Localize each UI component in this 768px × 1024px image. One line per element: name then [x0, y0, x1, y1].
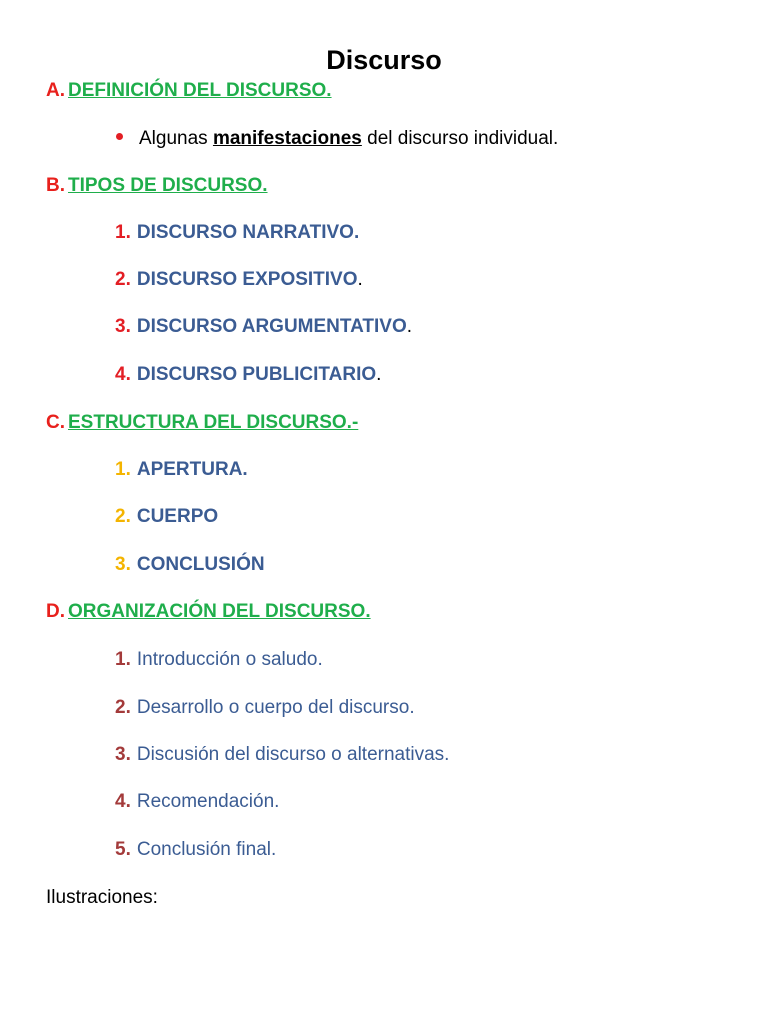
section-letter: A. — [46, 80, 65, 101]
item-text: DISCURSO NARRATIVO. — [136, 222, 360, 243]
item-punct: . — [406, 316, 413, 337]
list-item — [115, 506, 218, 528]
item-number: 3. — [115, 316, 131, 337]
item-text: Conclusión final. — [136, 839, 277, 860]
item-text: Discusión del discurso o alternativas. — [136, 744, 450, 765]
item-number: 1. — [115, 459, 131, 480]
section-letter: B. — [46, 175, 65, 196]
section-heading: TIPOS DE DISCURSO. — [68, 175, 268, 196]
footer-label: Ilustraciones: — [46, 887, 158, 908]
list-item — [115, 554, 265, 576]
list-item — [115, 839, 276, 861]
item-punct: . — [357, 269, 363, 290]
item-text: Recomendación. — [136, 791, 280, 812]
bullet-emphasis: manifestaciones — [212, 128, 362, 149]
list-item — [115, 697, 415, 719]
bullet-item — [116, 128, 558, 150]
item-number: 1. — [115, 649, 131, 670]
bullet-text-after: del discurso individual. — [361, 128, 559, 149]
list-item — [115, 222, 359, 244]
bullet-dot-icon — [116, 133, 123, 140]
page-title: Discurso — [326, 45, 442, 75]
list-item — [115, 744, 449, 766]
item-text: CONCLUSIÓN — [136, 554, 265, 575]
list-item — [115, 459, 248, 481]
section-c — [46, 412, 358, 434]
list-item — [115, 649, 323, 671]
section-b — [46, 175, 268, 197]
item-text: APERTURA. — [136, 459, 248, 480]
item-number: 2. — [115, 269, 131, 290]
item-text: DISCURSO PUBLICITARIO — [136, 364, 377, 385]
item-number: 2. — [115, 697, 131, 718]
section-heading: ORGANIZACIÓN DEL DISCURSO. — [68, 601, 371, 622]
item-punct: . — [376, 364, 382, 385]
item-text: DISCURSO EXPOSITIVO — [136, 269, 358, 290]
item-number: 4. — [115, 364, 131, 385]
section-heading: DEFINICIÓN DEL DISCURSO. — [68, 80, 332, 101]
list-item — [115, 316, 412, 338]
item-number: 2. — [115, 506, 131, 527]
item-number: 3. — [115, 554, 131, 575]
section-d — [46, 601, 371, 623]
section-letter: D. — [46, 601, 65, 622]
section-heading: ESTRUCTURA DEL DISCURSO.- — [68, 412, 359, 433]
item-text: Introducción o saludo. — [136, 649, 323, 670]
list-item — [115, 364, 381, 386]
list-item — [115, 269, 363, 291]
item-text: Desarrollo o cuerpo del discurso. — [136, 697, 415, 718]
section-a — [46, 80, 332, 102]
item-text: CUERPO — [136, 506, 219, 527]
item-number: 3. — [115, 744, 131, 765]
item-text: DISCURSO ARGUMENTATIVO — [136, 316, 407, 337]
list-item — [115, 791, 279, 813]
item-number: 1. — [115, 222, 131, 243]
item-number: 4. — [115, 791, 131, 812]
item-number: 5. — [115, 839, 131, 860]
section-letter: C. — [46, 412, 65, 433]
bullet-text-before: Algunas — [139, 128, 213, 149]
